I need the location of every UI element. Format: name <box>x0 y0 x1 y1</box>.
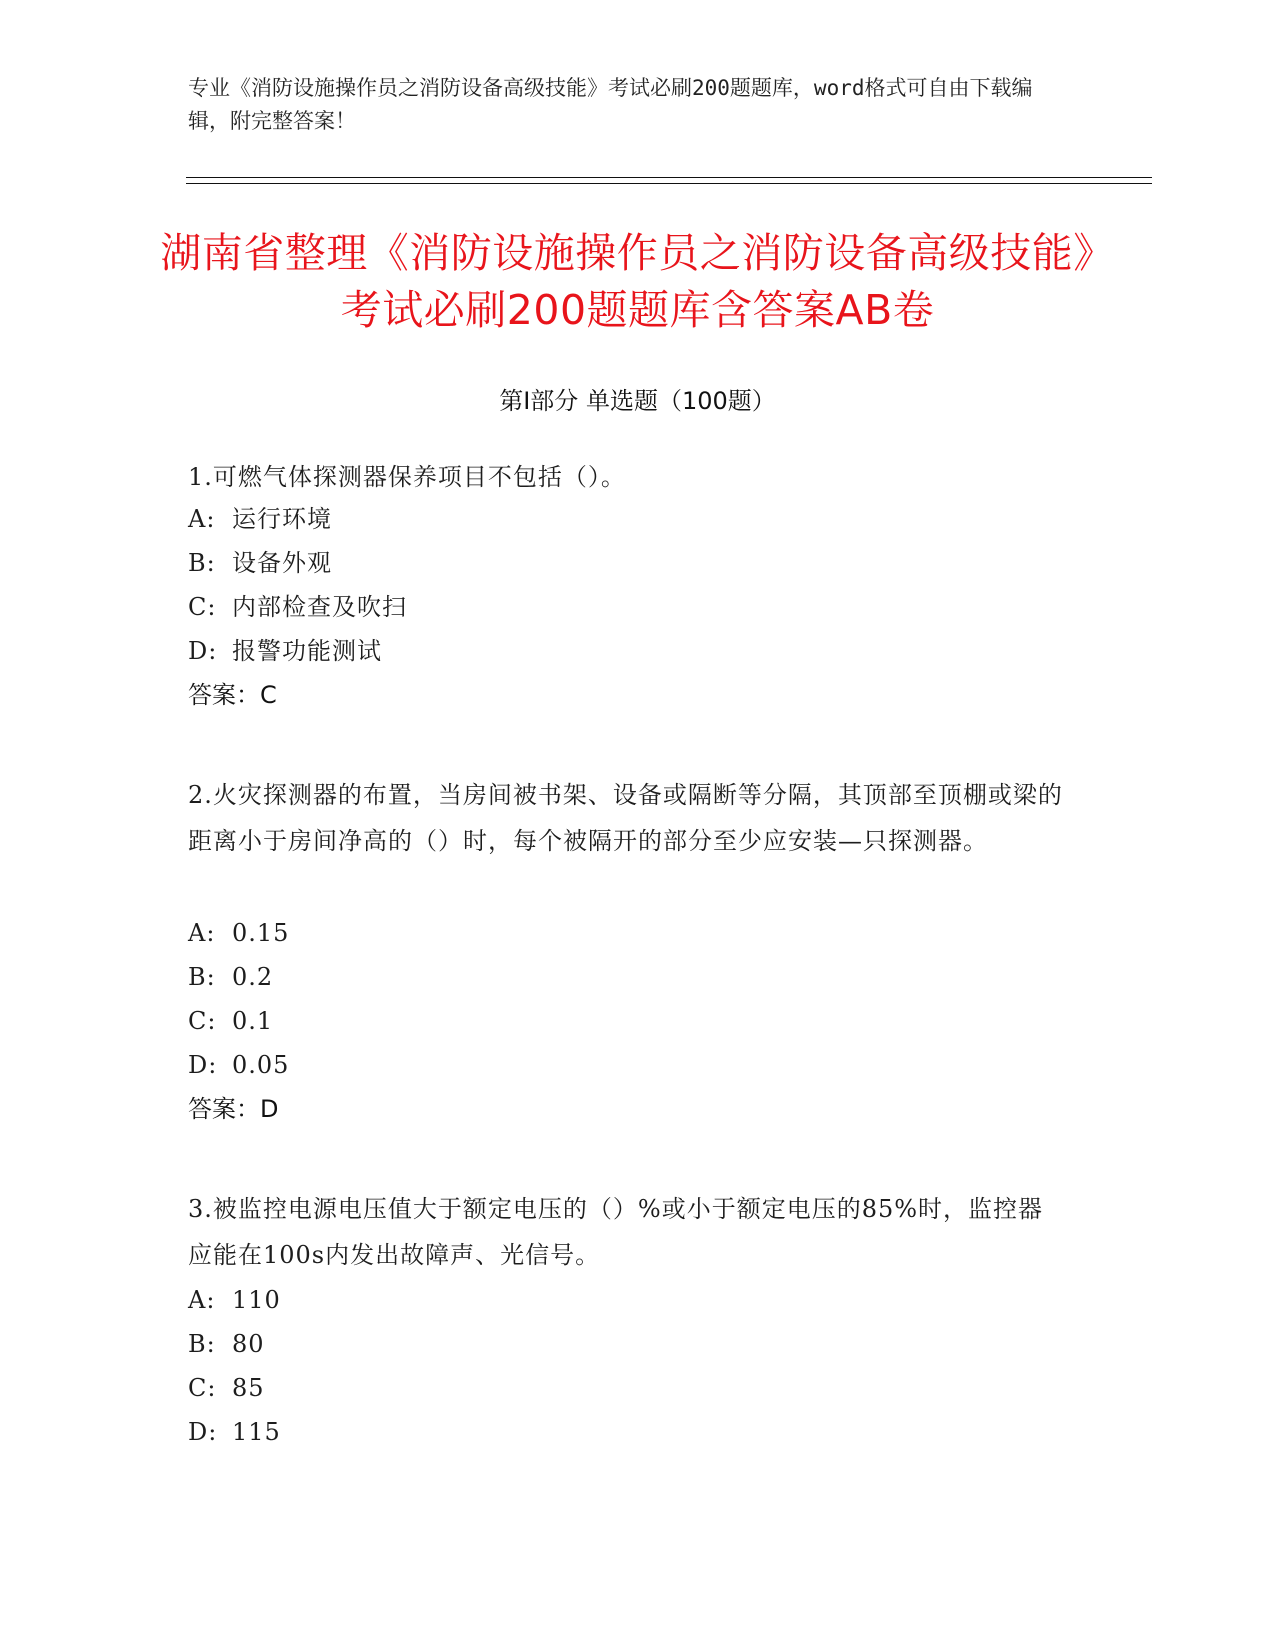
question-1-option-d: D: 报警功能测试 <box>188 637 382 665</box>
question-1-stem: 1.可燃气体探测器保养项目不包括（）。 <box>188 463 626 491</box>
question-1-option-a: A: 运行环境 <box>188 505 332 533</box>
document-title: 湖南省整理《消防设施操作员之消防设备高级技能》考试必刷200题题库含答案AB卷 <box>160 229 1115 334</box>
question-2-answer: 答案：D <box>188 1095 279 1123</box>
question-3-option-b: B: 80 <box>188 1330 265 1358</box>
question-3-option-a: A: 110 <box>188 1286 281 1314</box>
question-3-option-d: D: 115 <box>188 1418 281 1446</box>
header-divider-bottom <box>186 183 1152 184</box>
question-1-option-b: B: 设备外观 <box>188 549 332 577</box>
header-divider-top <box>186 177 1152 178</box>
question-2-option-d: D: 0.05 <box>188 1051 290 1079</box>
header-note: 专业《消防设施操作员之消防设备高级技能》考试必刷200题题库，word格式可自由下载编辑，附完整答案！ <box>188 76 1033 133</box>
question-1-answer: 答案：C <box>188 681 277 709</box>
question-2-option-b: B: 0.2 <box>188 963 274 991</box>
question-2-option-a: A: 0.15 <box>188 919 290 947</box>
question-3-stem: 3.被监控电源电压值大于额定电压的（）%或小于额定电压的85%时，监控器应能在100s内发出故障声、光信号。 <box>188 1195 1044 1269</box>
question-2-option-c: C: 0.1 <box>188 1007 274 1035</box>
section-title: 第Ⅰ部分 单选题（100题） <box>499 387 776 415</box>
question-3-option-c: C: 85 <box>188 1374 265 1402</box>
question-1-option-c: C: 内部检查及吹扫 <box>188 593 407 621</box>
question-2-stem: 2.火灾探测器的布置，当房间被书架、设备或隔断等分隔，其顶部至顶棚或梁的距离小于房间净高的（）时，每个被隔开的部分至少应安装—只探测器。 <box>188 781 1063 855</box>
